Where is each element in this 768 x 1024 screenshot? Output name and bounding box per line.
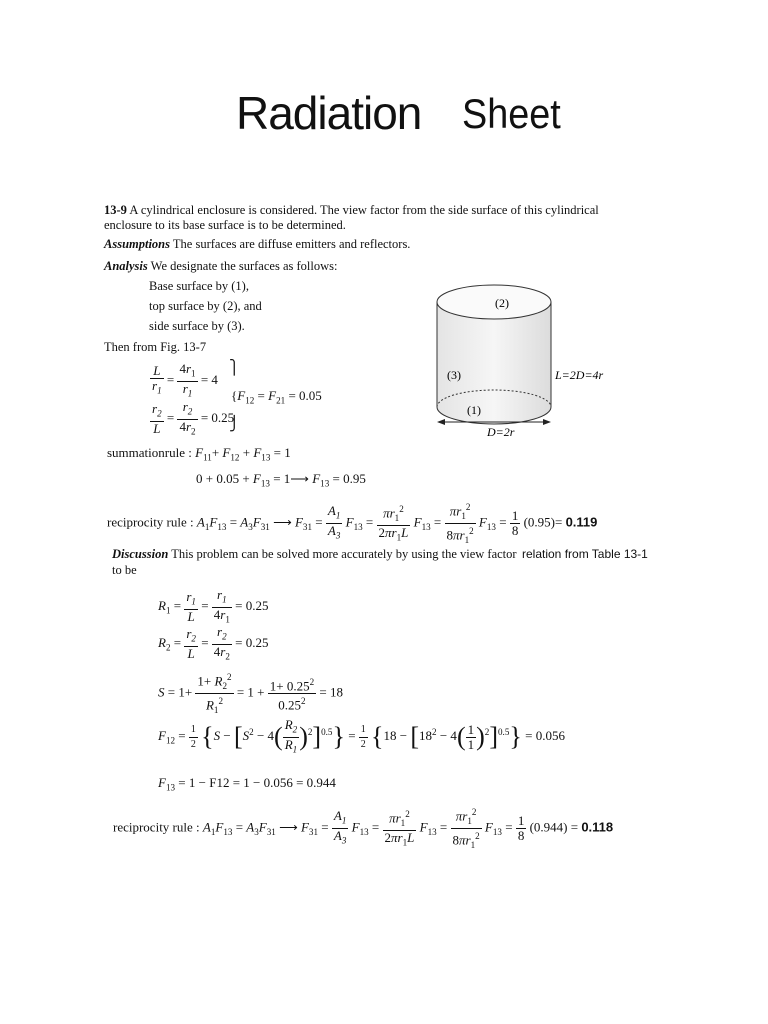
surface-item-3: side surface by (3). xyxy=(149,319,245,333)
discussion-text-1b: relation from Table 13-1 xyxy=(522,547,648,561)
F12-equation: $F_{12}$ = $\frac{1}{2}$ {$S - [S^2 - 4$( $\frac{R_2}{R_1}$ )$^2$]$^{0.5}$} = $\frac{1}{2}$ {$18 - [18^2 - 4$( $\frac{1}{1}$ )$^2$]$^{0.5}$} = 0.056 xyxy=(158,717,565,755)
reciprocity-label-2: reciprocity rule : xyxy=(113,819,200,835)
summation-rule: summationrule : $F_{11}+ F_{12} + F_{13} = 1$ xyxy=(107,445,291,463)
cylinder-top xyxy=(437,285,551,319)
f12-equation: {$F_{12} = F_{21} = 0.05$ xyxy=(231,388,322,406)
R2-value: = 0.25 xyxy=(235,635,269,651)
ratio1-value: = 4 xyxy=(200,372,218,388)
from-fig-text: Then from Fig. 13-7 xyxy=(104,340,207,354)
discussion-text-2: to be xyxy=(112,563,137,577)
f12-result: = 0.05 xyxy=(288,388,322,403)
discussion-text-1: This problem can be solved more accurately by using the view factor xyxy=(171,547,517,561)
reciprocity-result-2: (0.944) = xyxy=(529,819,579,835)
discussion-label: Discussion xyxy=(112,547,169,561)
ratio-L-over-r: $\frac{L}{r_1}$ = $\frac{4r_1}{r_1}$ = 4 xyxy=(152,361,218,399)
reciprocity-rule-1: reciprocity rule : $A_1F_{13} = A_3F_{31}$ ⟶ $F_{31}$ = $\frac{A_1}{A_3}$ $F_{13}$ = $\frac{\pi r_1^2}{2\pi r_1L}$ $F_{13}$ = $\frac{\pi r_1^2}{8\pi r_1^2}$ $F_{13}$ = $\frac{1}{8}$ (0.95)= 0.119 xyxy=(107,502,598,545)
assumptions xyxy=(104,237,410,252)
summation-line2: $0 + 0.05 + F_{13}$ = 1⟶ $F_{13} = 0.95$ xyxy=(196,471,366,489)
S-equation: S = 1+ $\frac{1+ R_2^2}{R_1^2}$ = 1 + $\frac{1+ 0.25^2}{0.25^2}$ = 18 xyxy=(158,672,343,715)
summation-label: summationrule : xyxy=(107,445,192,460)
analysis xyxy=(104,259,337,274)
label-diameter: D=2r xyxy=(487,425,515,439)
ratio2-value: = 0.25 xyxy=(200,410,235,426)
problem-line2: enclosure to its base surface is to be determined. xyxy=(104,218,346,232)
F12-value: = 0.056 xyxy=(525,728,565,744)
page-title-part1: Radiation xyxy=(236,87,422,139)
R1-equation: $R_1$ = $\frac{r_1}{L}$ = $\frac{r_1}{4r_1}$ = 0.25 xyxy=(158,587,269,625)
assumptions-text: The surfaces are diffuse emitters and reflectors. xyxy=(172,237,411,251)
label-base-surface: (1) xyxy=(467,403,481,417)
cylinder-side xyxy=(437,302,551,424)
F13-equation: $F_{13} = 1 - F12 = 1 - 0.056 = 0.944$ xyxy=(158,775,336,793)
reciprocity-label-1: reciprocity rule : xyxy=(107,514,194,530)
analysis-label: Analysis xyxy=(104,259,148,273)
S-value: = 18 xyxy=(319,684,343,700)
diameter-arrow-left xyxy=(437,419,445,425)
reciprocity-rule-2: reciprocity rule : $A_1F_{13} = A_3F_{31}$ ⟶ $F_{31}$ = $\frac{A_1}{A_3}$ $F_{13}$ = $\frac{\pi r_1^2}{2\pi r_1L}$ $F_{13}$ = $\frac{\pi r_1^2}{8\pi r_1^2}$ $F_{13}$ = $\frac{1}{8}$ (0.944) = 0.118 xyxy=(113,807,614,850)
analysis-text: We designate the surfaces as follows: xyxy=(150,259,338,273)
problem-number: 13-9 xyxy=(104,203,127,217)
discussion-line1 xyxy=(112,547,517,562)
reciprocity-result-1: (0.95)= xyxy=(523,514,563,530)
brace-top: ⎫ xyxy=(229,361,240,376)
problem-text-1: A cylindrical enclosure is considered. The view factor from the side surface of this cylindrical xyxy=(129,203,599,217)
sum-result: = 0.95 xyxy=(332,471,366,486)
page-title-part2: Sheet xyxy=(462,90,561,137)
brace-bottom: ⎭ xyxy=(229,417,240,432)
label-top-surface: (2) xyxy=(495,296,509,310)
F13-line: = 1 − F12 = 1 − 0.056 = 0.944 xyxy=(178,775,336,790)
assumptions-label: Assumptions xyxy=(104,237,171,251)
problem-line1 xyxy=(104,203,599,218)
surface-item-1: Base surface by (1), xyxy=(149,279,249,293)
R1-value: = 0.25 xyxy=(235,598,269,614)
cylinder-figure xyxy=(425,280,645,450)
R2-equation: $R_2$ = $\frac{r_2}{L}$ = $\frac{r_2}{4r_2}$ = 0.25 xyxy=(158,624,269,662)
surface-item-2: top surface by (2), and xyxy=(149,299,262,313)
answer-2: 0.118 xyxy=(581,819,614,835)
label-length: L=2D=4r xyxy=(555,368,604,382)
ratio-r-over-L: $\frac{r_2}{L}$ = $\frac{r_2}{4r_2}$ = 0.25 xyxy=(152,399,235,437)
answer-1: 0.119 xyxy=(565,514,598,530)
diameter-arrow-right xyxy=(543,419,551,425)
label-side-surface: (3) xyxy=(447,368,461,382)
